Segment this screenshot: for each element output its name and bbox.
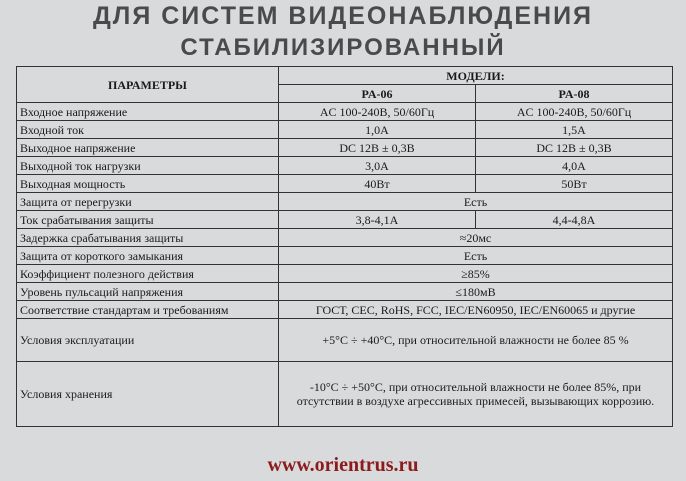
table-row bbox=[17, 265, 673, 283]
row-label: Выходное напряжение bbox=[17, 139, 279, 157]
table-row bbox=[17, 139, 673, 157]
row-label: Выходная мощность bbox=[17, 175, 279, 193]
value-pa06: 1,0A bbox=[279, 121, 476, 139]
row-label: Ток срабатывания защиты bbox=[17, 211, 279, 229]
header-model-pa06: PA-06 bbox=[279, 85, 476, 103]
value-pa08: 1,5A bbox=[476, 121, 673, 139]
row-label: Уровень пульсаций напряжения bbox=[17, 283, 279, 301]
value-pa06: 40Вт bbox=[279, 175, 476, 193]
value-pa08: DC 12B ± 0,3B bbox=[476, 139, 673, 157]
row-label: Выходной ток нагрузки bbox=[17, 157, 279, 175]
value-pa06: 3,8-4,1A bbox=[279, 211, 476, 229]
value-pa06: AC 100-240B, 50/60Гц bbox=[279, 103, 476, 121]
header-models: МОДЕЛИ: bbox=[279, 67, 673, 85]
value-shared: Есть bbox=[279, 193, 673, 211]
value-pa06: DC 12B ± 0,3B bbox=[279, 139, 476, 157]
value-shared: ≤180мВ bbox=[279, 283, 673, 301]
row-label: Защита от короткого замыкания bbox=[17, 247, 279, 265]
table-row bbox=[17, 283, 673, 301]
row-label: Задержка срабатывания защиты bbox=[17, 229, 279, 247]
table-row bbox=[17, 247, 673, 265]
value-pa08: 4,0A bbox=[476, 157, 673, 175]
row-label: Входной ток bbox=[17, 121, 279, 139]
table-row bbox=[17, 121, 673, 139]
value-pa08: AC 100-240B, 50/60Гц bbox=[476, 103, 673, 121]
website-url: www.orientrus.ru bbox=[267, 454, 419, 476]
row-label: Условия эксплуатации bbox=[17, 319, 279, 362]
row-label: Входное напряжение bbox=[17, 103, 279, 121]
header-parameters: ПАРАМЕТРЫ bbox=[17, 67, 279, 103]
value-pa08: 50Вт bbox=[476, 175, 673, 193]
table-row bbox=[17, 103, 673, 121]
table-row bbox=[17, 193, 673, 211]
spec-table bbox=[16, 66, 673, 427]
row-label: Соответствие стандартам и требованиям bbox=[17, 301, 279, 319]
table-row bbox=[17, 362, 673, 427]
header-model-pa08: PA-08 bbox=[476, 85, 673, 103]
table-row bbox=[17, 319, 673, 362]
value-shared: +5°C ÷ +40°C, при относительной влажности не более 85 % bbox=[279, 319, 673, 362]
row-label: Коэффициент полезного действия bbox=[17, 265, 279, 283]
title-line-2: СТАБИЛИЗИРОВАННЫЙ bbox=[180, 34, 506, 61]
table-row bbox=[17, 175, 673, 193]
table-row bbox=[17, 211, 673, 229]
row-label: Защита от перегрузки bbox=[17, 193, 279, 211]
value-shared: ГОСТ, CEC, RoHS, FCC, IEC/EN60950, IEC/EN60065 и другие bbox=[279, 301, 673, 319]
table-row bbox=[17, 301, 673, 319]
value-pa06: 3,0A bbox=[279, 157, 476, 175]
value-pa08: 4,4-4,8A bbox=[476, 211, 673, 229]
value-shared: Есть bbox=[279, 247, 673, 265]
table-row bbox=[17, 157, 673, 175]
table-row bbox=[17, 229, 673, 247]
value-shared: ≥85% bbox=[279, 265, 673, 283]
row-label: Условия хранения bbox=[17, 362, 279, 427]
title-line-1: ДЛЯ СИСТЕМ ВИДЕОНАБЛЮДЕНИЯ bbox=[92, 2, 594, 30]
value-shared: ≈20мс bbox=[279, 229, 673, 247]
value-shared: -10°C ÷ +50°C, при относительной влажности не более 85%, при отсутствии в воздухе агрессивных примесей, вызывающих коррозию. bbox=[279, 362, 673, 427]
